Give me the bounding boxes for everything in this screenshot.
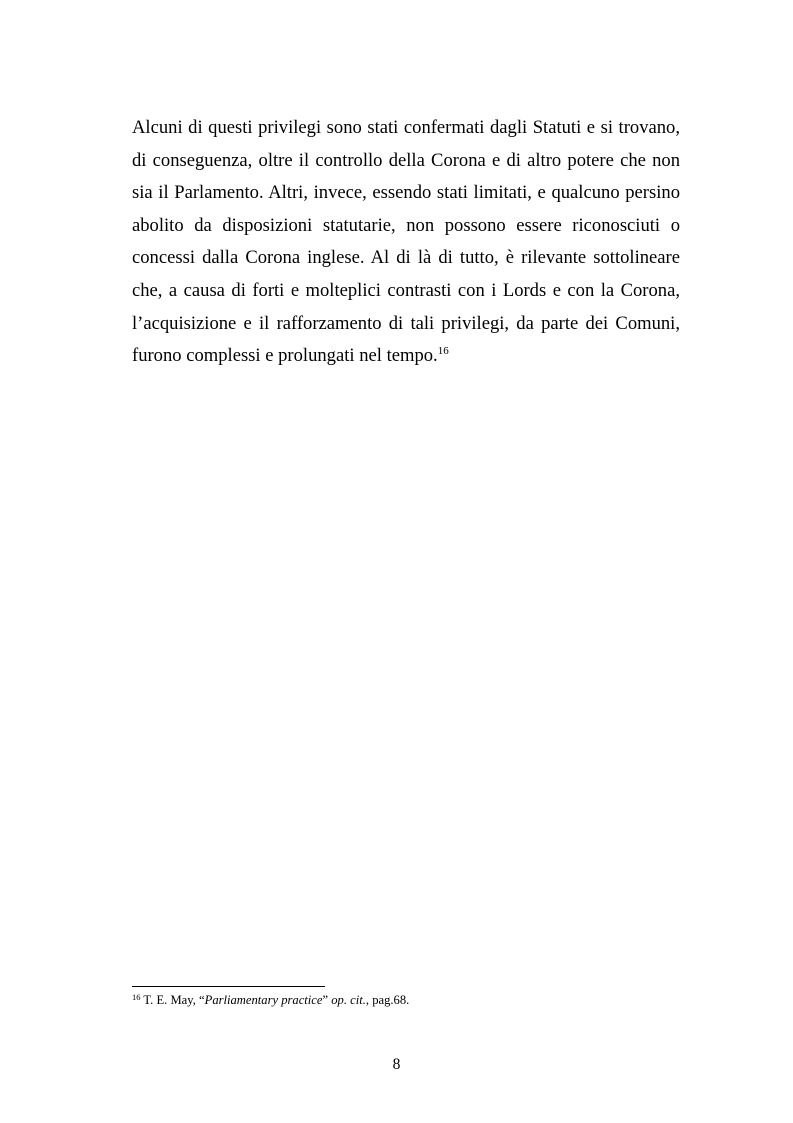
- footnote-title-close: ”: [322, 993, 332, 1007]
- text-line: che, a causa di forti e molteplici contrasti con i Lords e con la Corona,: [132, 279, 680, 301]
- footnote-author: T. E. May, “: [143, 993, 205, 1007]
- footnote-title: Parliamentary practice: [204, 993, 323, 1007]
- footnote-separator: [132, 986, 325, 987]
- page-number: 8: [392, 1056, 401, 1073]
- text-line: abolito da disposizioni statutarie, non possono essere riconosciuti o: [132, 214, 680, 236]
- footnote-page: , pag.68.: [365, 993, 410, 1007]
- text-line-last: [132, 340, 680, 373]
- footnote: [132, 993, 409, 1008]
- text-line: di conseguenza, oltre il controllo della Corona e di altro potere che non: [132, 149, 680, 171]
- footnote-citation: op. cit.: [331, 993, 366, 1007]
- text-line: l’acquisizione e il rafforzamento di tali privilegi, da parte dei Comuni,: [132, 312, 680, 334]
- text-line-content: furono complessi e prolungati nel tempo.: [132, 345, 438, 367]
- text-line: Alcuni di questi privilegi sono stati confermati dagli Statuti e si trovano,: [132, 117, 680, 138]
- text-line: concessi dalla Corona inglese. Al di là di tutto, è rilevante sottolineare: [132, 247, 680, 269]
- footnote-reference[interactable]: 16: [437, 345, 449, 358]
- text-line: sia il Parlamento. Altri, invece, essendo stati limitati, e qualcuno persino: [132, 182, 680, 204]
- body-paragraph: [132, 112, 680, 373]
- footnote-number: 16: [132, 992, 141, 1002]
